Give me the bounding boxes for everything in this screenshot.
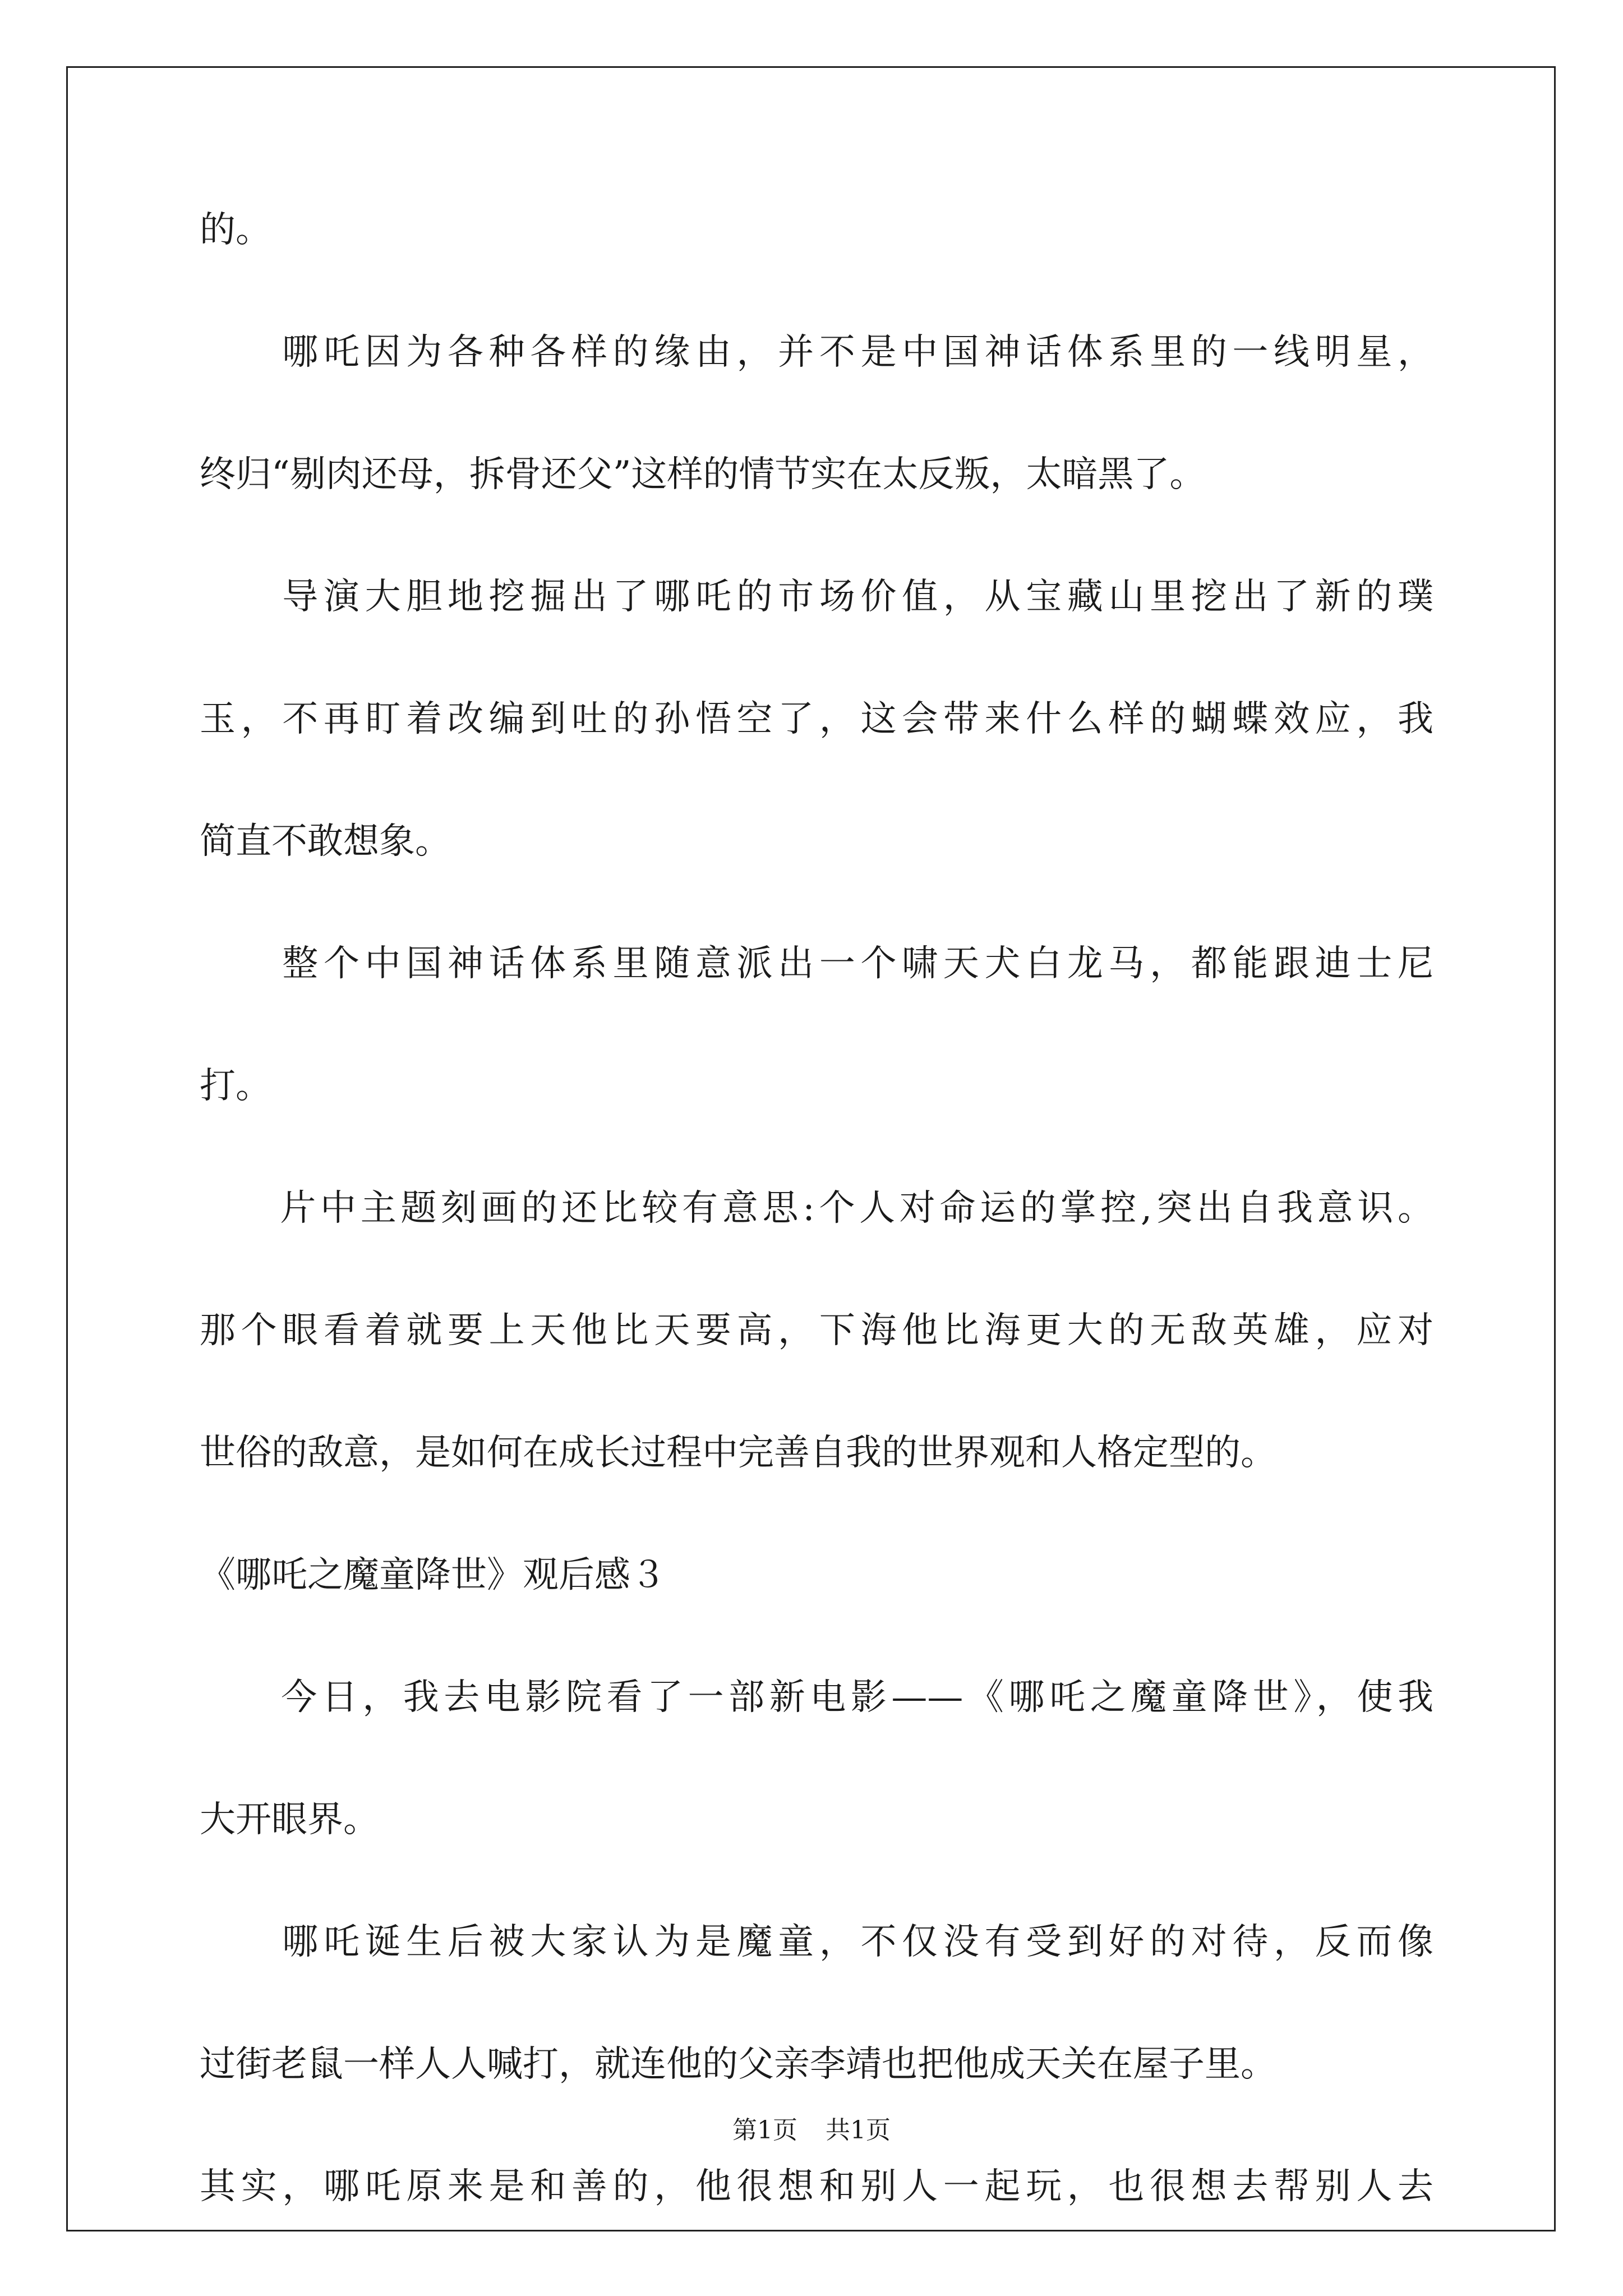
text-line: 其实，哪吒原来是和善的，他很想和别人一起玩，也很想去帮别人去 xyxy=(200,2166,1433,2207)
text-line: 今日，我去电影院看了一部新电影——《哪吒之魔童降世》，使我 xyxy=(200,1677,1433,1718)
page-count: 共1页 xyxy=(826,2116,891,2145)
text-line: 片中主题刻画的还比较有意思:个人对命运的掌控,突出自我意识。 xyxy=(200,1188,1433,1229)
page-number: 第1页 xyxy=(732,2116,797,2145)
page-footer xyxy=(0,2115,1623,2146)
text-line: 简直不敢想象。 xyxy=(200,821,451,862)
text-line: 的。 xyxy=(200,209,271,251)
text-line: 导演大胆地挖掘出了哪吒的市场价值，从宝藏山里挖出了新的璞 xyxy=(200,576,1433,618)
text-line: 打。 xyxy=(200,1065,271,1107)
text-line: 大开眼界。 xyxy=(200,1799,379,1841)
text-line: 那个眼看着就要上天他比天要高，下海他比海更大的无敌英雄，应对 xyxy=(200,1310,1433,1351)
page-border xyxy=(66,66,1556,2231)
text-line: 世俗的敌意，是如何在成长过程中完善自我的世界观和人格定型的。 xyxy=(200,1432,1276,1474)
text-line: 过街老鼠一样人人喊打，就连他的父亲李靖也把他成天关在屋子里。 xyxy=(200,2044,1276,2085)
text-line: 玉，不再盯着改编到吐的孙悟空了，这会带来什么样的蝴蝶效应，我 xyxy=(200,698,1433,740)
text-line: 终归“剔肉还母，拆骨还父”这样的情节实在太反叛，太暗黑了。 xyxy=(200,454,1206,495)
text-line: 哪吒诞生后被大家认为是魔童，不仅没有受到好的对待，反而像 xyxy=(200,1921,1433,1963)
text-line: 哪吒因为各种各样的缘由，并不是中国神话体系里的一线明星， xyxy=(200,332,1433,373)
section-title: 《哪吒之魔童降世》观后感３ xyxy=(200,1554,666,1596)
text-line: 整个中国神话体系里随意派出一个啸天犬白龙马，都能跟迪士尼 xyxy=(200,943,1433,984)
